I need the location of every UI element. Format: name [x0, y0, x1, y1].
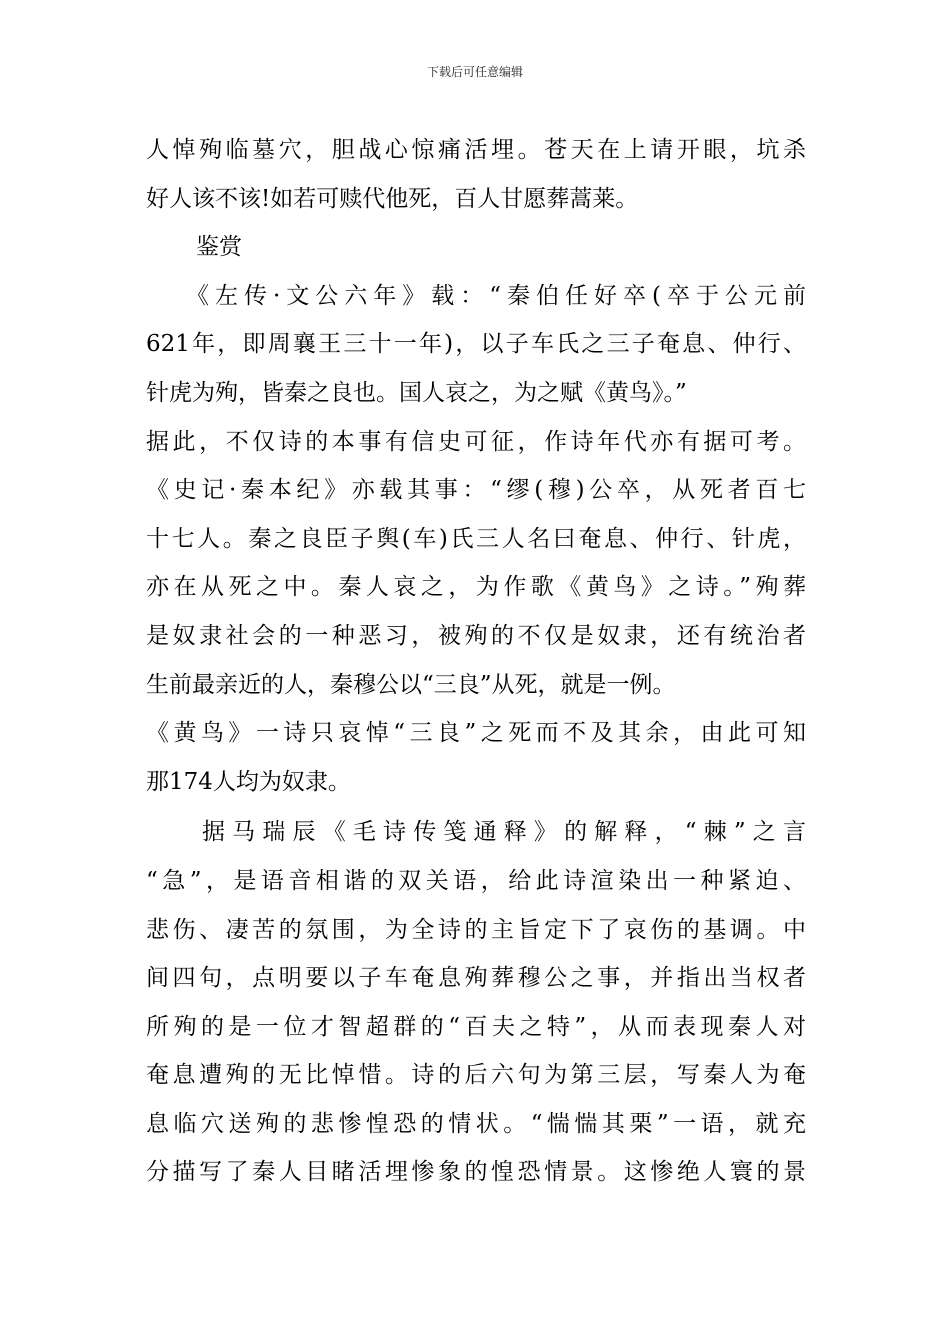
text-line: 十七人。秦之良臣子舆(车)氏三人名曰奄息、仲行、针虎，	[146, 525, 806, 552]
text-line: 是奴隶社会的一种恶习，被殉的不仅是奴隶，还有统治者	[146, 622, 806, 649]
page-header: 下载后可任意编辑	[426, 65, 523, 79]
text-line: 间四句，点明要以子车奄息殉葬穆公之事，并指出当权者	[146, 965, 806, 992]
text-line: 生前最亲近的人，秦穆公以“三良”从死，就是一例。	[146, 671, 676, 698]
text-line: 《史记·秦本纪》亦载其事：“缪(穆)公卒，从死者百七	[146, 477, 806, 504]
text-line: 好人该不该!如若可赎代他死，百人甘愿葬蒿莱。	[146, 185, 639, 212]
text-line: 悲伤、凄苦的氛围，为全诗的主旨定下了哀伤的基调。中	[146, 916, 806, 943]
text-line: 息临穴送殉的悲惨惶恐的情状。“惴惴其栗”一语，就充	[146, 1110, 806, 1137]
text-line: 所殉的是一位才智超群的“百夫之特”，从而表现秦人对	[146, 1013, 806, 1040]
document-body	[146, 126, 806, 1197]
text-line: “急”，是语音相谐的双关语，给此诗渲染出一种紧迫、	[146, 867, 806, 894]
text-line: 那174人均为奴隶。	[146, 768, 351, 795]
text-line: 奄息遭殉的无比悼惜。诗的后六句为第三层，写秦人为奄	[146, 1062, 806, 1089]
section-heading: 鉴赏	[196, 234, 242, 261]
text-line: 据此，不仅诗的本事有信史可征，作诗年代亦有据可考。	[146, 428, 806, 455]
text-line: 人悼殉临墓穴，胆战心惊痛活埋。苍天在上请开眼，坑杀	[146, 137, 806, 163]
text-line: 《左传·文公六年》载：“秦伯任好卒(卒于公元前	[186, 282, 806, 309]
text-line: 621年，即周襄王三十一年)，以子车氏之三子奄息、仲行、	[146, 331, 806, 358]
text-line: 据马瑞辰《毛诗传笺通释》的解释，“棘”之言	[202, 819, 806, 846]
text-line: 亦在从死之中。秦人哀之，为作歌《黄鸟》之诗。”殉葬	[146, 574, 806, 601]
text-line: 分描写了秦人目睹活埋惨象的惶恐情景。这惨绝人寰的景	[146, 1159, 806, 1186]
text-line: 《黄鸟》一诗只哀悼“三良”之死而不及其余，由此可知	[146, 720, 806, 747]
text-line: 针虎为殉，皆秦之良也。国人哀之，为之赋《黄鸟》。”	[146, 379, 687, 406]
